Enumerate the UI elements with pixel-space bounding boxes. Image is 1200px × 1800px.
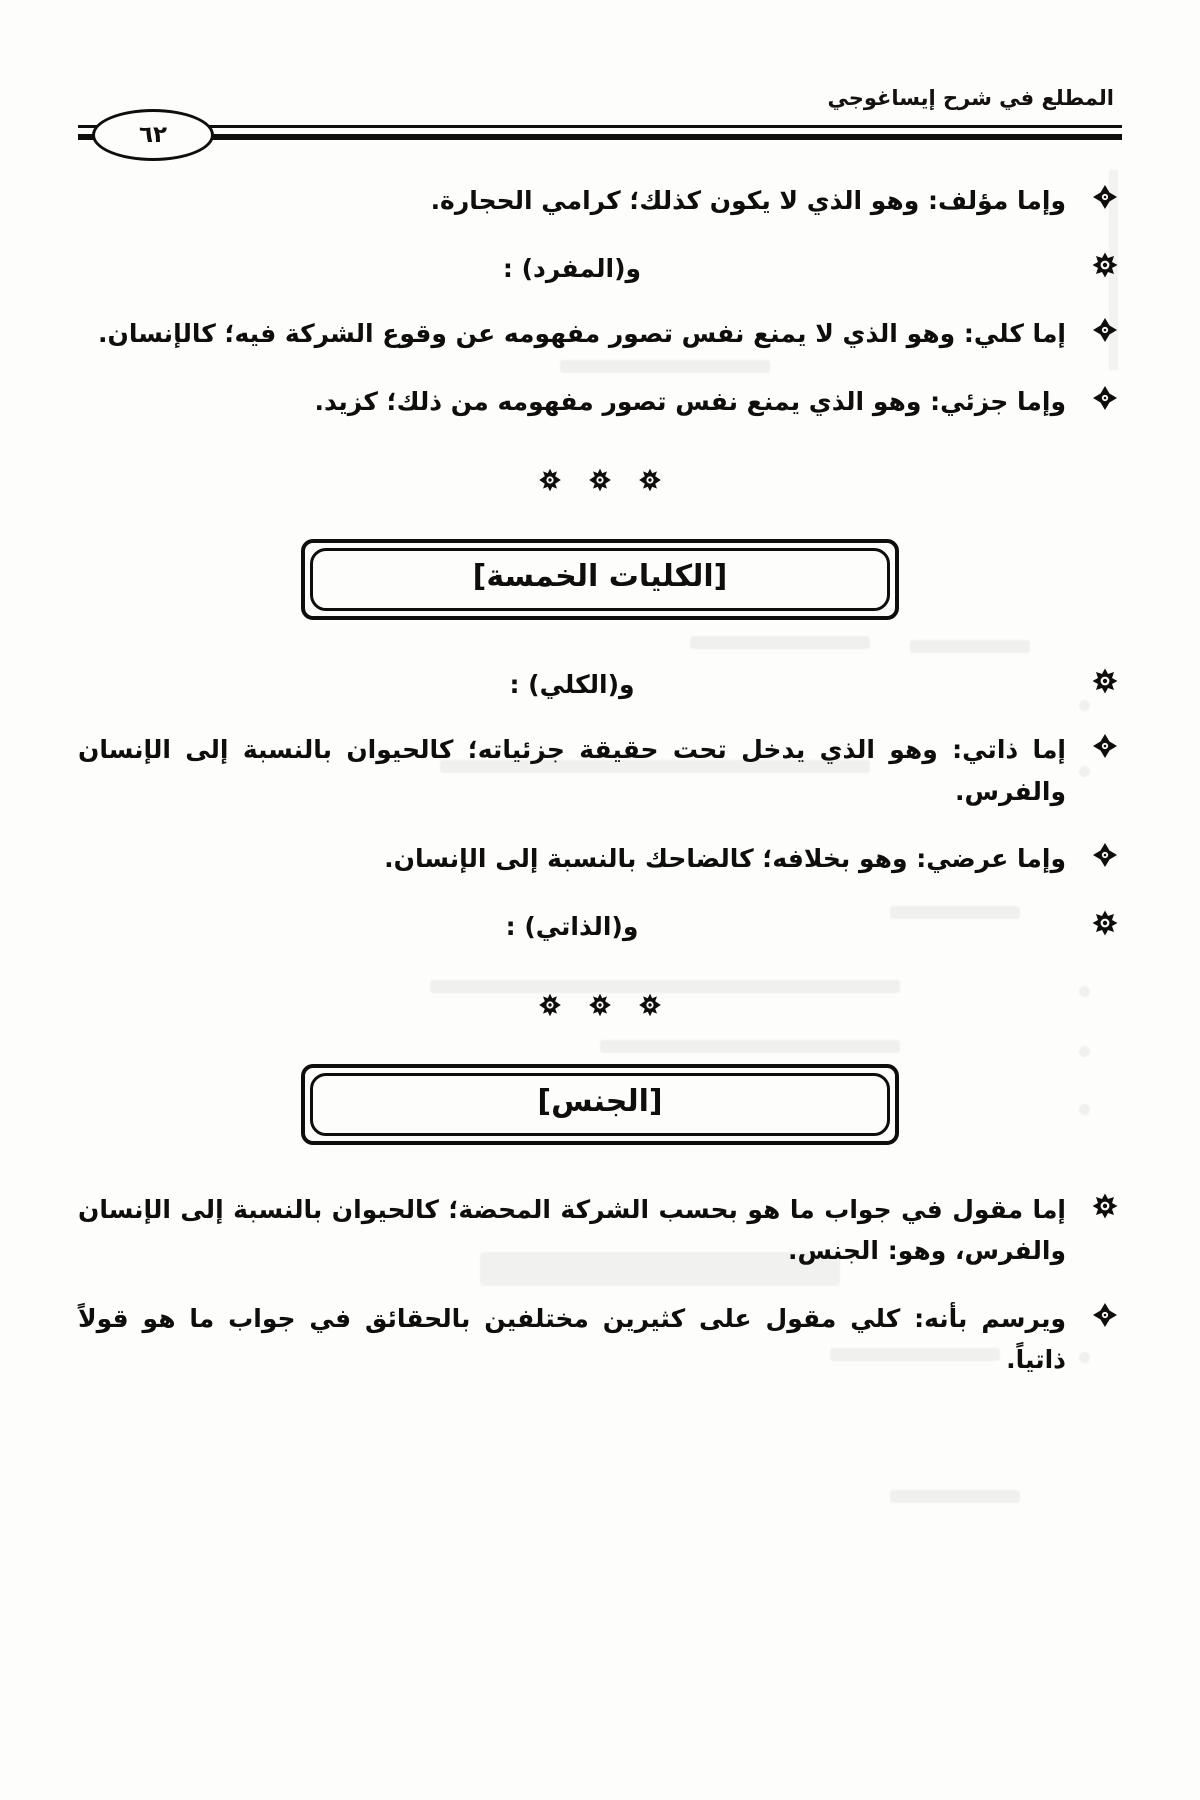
list-item [78,729,1122,812]
diamond-floral-bullet-icon [1088,838,1122,868]
page-number-badge [92,109,214,161]
flower-ornament-icon [588,993,612,1020]
flower-ornament-icon [588,468,612,495]
list-item-text: إما مقول في جواب ما هو بحسب الشركة المحضة؛ كالحيوان بالنسبة إلى الإنسان والفرس، وهو: الجنس. [78,1194,1066,1265]
list-item [78,1298,1122,1381]
page-body [78,180,1122,1407]
list-item-text: وإما عرضي: وهو بخلافه؛ كالضاحك بالنسبة إلى الإنسان. [384,844,1066,873]
list-item [78,906,1122,948]
list-item [78,381,1122,423]
section-heading-frame [301,539,899,620]
list-item [78,180,1122,222]
diamond-floral-bullet-icon [1088,729,1122,759]
list-item-text: إما كلي: وهو الذي لا يمنع نفس تصور مفهومه عن وقوع الشركة فيه؛ كالإنسان. [98,319,1066,348]
header-rule-thick [78,134,1122,140]
ornament-separator [78,468,1122,495]
section-heading-title: [الكليات الخمسة] [472,559,728,594]
list-item-text: ويرسم بأنه: كلي مقول على كثيرين مختلفين بالحقائق في جواب ما هو قولاً ذاتياً. [78,1303,1066,1374]
ornament-separator [78,993,1122,1020]
list-item-text: و(الكلي) : [509,669,635,699]
list-item [78,838,1122,880]
rosette-bullet-icon [1088,248,1122,278]
flower-ornament-icon [638,993,662,1020]
list-item-text: وإما مؤلف: وهو الذي لا يكون كذلك؛ كرامي الحجارة. [430,186,1066,215]
list-item-text: إما ذاتي: وهو الذي يدخل تحت حقيقة جزئياته؛ كالحيوان بالنسبة إلى الإنسان والفرس. [78,735,1066,806]
section-heading-title: [الجنس] [537,1084,663,1119]
diamond-floral-bullet-icon [1088,313,1122,343]
section-heading-frame-inner [310,1073,890,1136]
list-item [78,313,1122,355]
list-item-text: و(المفرد) : [502,253,642,283]
diamond-floral-bullet-icon [1088,1298,1122,1328]
list-item [78,248,1122,290]
flower-ornament-icon [538,468,562,495]
flower-ornament-icon [638,468,662,495]
section-heading-frame [301,1064,899,1145]
running-header-title: المطلع في شرح إيساغوجي [827,86,1114,110]
rosette-bullet-icon [1088,664,1122,694]
rosette-bullet-icon [1088,1189,1122,1219]
page-number: ٦٢ [138,121,168,148]
list-item [78,1189,1122,1272]
header-rule-thin [78,125,1122,128]
header-rule [78,121,1122,148]
page-header [78,86,1122,156]
list-item-text: و(الذاتي) : [505,911,639,941]
list-item [78,664,1122,706]
diamond-floral-bullet-icon [1088,180,1122,210]
diamond-floral-bullet-icon [1088,381,1122,411]
rosette-bullet-icon [1088,906,1122,936]
flower-ornament-icon [538,993,562,1020]
section-heading-frame-inner [310,548,890,611]
list-item-text: وإما جزئي: وهو الذي يمنع نفس تصور مفهومه من ذلك؛ كزيد. [314,386,1066,416]
